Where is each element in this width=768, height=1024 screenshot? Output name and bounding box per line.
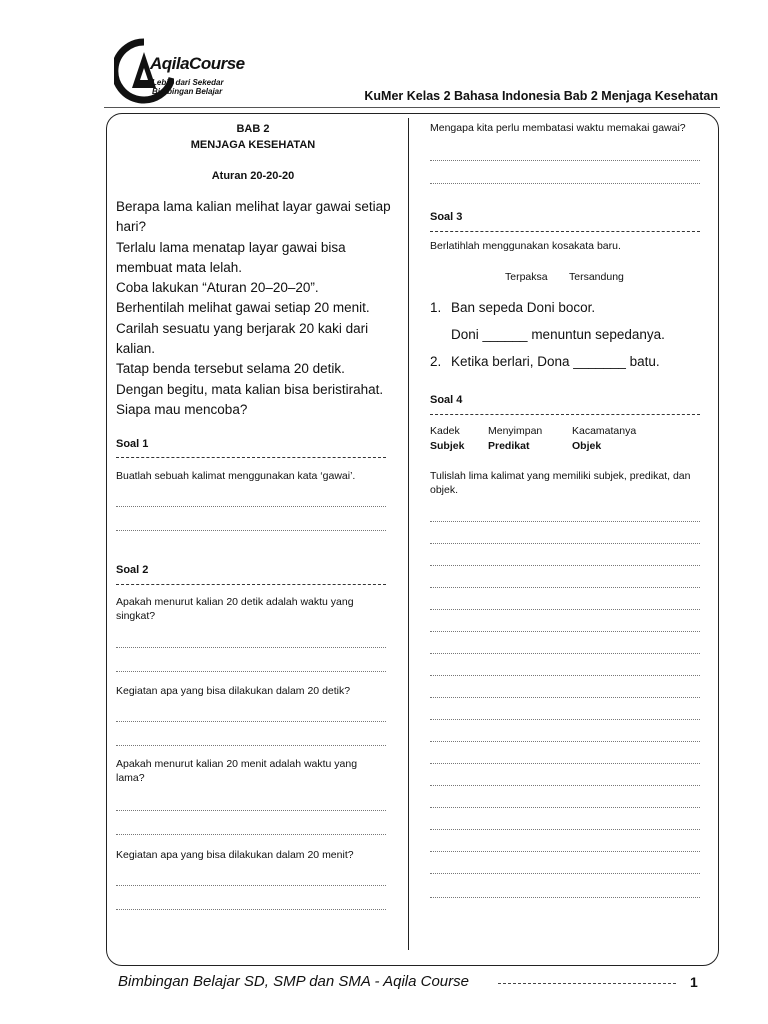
answer-line[interactable] — [430, 807, 700, 808]
answer-line[interactable] — [116, 810, 386, 811]
question-line: lama? — [116, 772, 145, 784]
answer-line[interactable] — [430, 609, 700, 610]
example-word-subject: Kadek — [430, 425, 460, 437]
column-divider — [408, 118, 409, 950]
answer-line[interactable] — [116, 885, 386, 886]
reading-line: Coba lakukan “Aturan 20–20–20”. — [116, 280, 319, 296]
answer-line[interactable] — [430, 897, 700, 898]
answer-line[interactable] — [430, 763, 700, 764]
logo-brand: AqilaCourse — [150, 54, 245, 73]
instruction-line: Tulislah lima kalimat yang memiliki subjek, predikat, dan — [430, 470, 691, 482]
answer-line[interactable] — [430, 183, 700, 184]
answer-line[interactable] — [430, 697, 700, 698]
reading-title: Aturan 20-20-20 — [211, 170, 295, 182]
reading-line: Berapa lama kalian melihat layar gawai setiap — [116, 199, 391, 214]
answer-line[interactable] — [116, 647, 386, 648]
section-separator — [116, 457, 386, 458]
answer-line[interactable] — [430, 719, 700, 720]
soal-3-label: Soal 3 — [430, 211, 463, 223]
document-header-title: KuMer Kelas 2 Bahasa Indonesia Bab 2 Menjaga Kesehatan — [364, 89, 718, 103]
logo-tagline-2: Bimbingan Belajar — [152, 87, 223, 96]
aqila-course-logo — [114, 38, 246, 104]
example-word-object: Kacamatanya — [572, 425, 637, 437]
answer-line[interactable] — [116, 834, 386, 835]
item-1-line-1: Ban sepeda Doni bocor. — [451, 300, 596, 315]
answer-line[interactable] — [116, 671, 386, 672]
soal-3-instruction: Berlatihlah menggunakan kosakata baru. — [430, 240, 621, 252]
answer-line[interactable] — [430, 521, 700, 522]
reading-line: hari? — [116, 219, 147, 235]
answer-line[interactable] — [116, 745, 386, 746]
role-object: Objek — [572, 440, 602, 452]
answer-line[interactable] — [430, 160, 700, 161]
top-question: Mengapa kita perlu membatasi waktu memakai gawai? — [430, 122, 686, 134]
answer-line[interactable] — [430, 653, 700, 654]
answer-line[interactable] — [430, 675, 700, 676]
reading-line: Siapa mau mencoba? — [116, 401, 248, 417]
section-separator — [430, 231, 700, 232]
soal-2-question-2: Kegiatan apa yang bisa dilakukan dalam 20 detik? — [116, 685, 351, 697]
soal-4-label: Soal 4 — [430, 394, 463, 406]
soal-2-question-4: Kegiatan apa yang bisa dilakukan dalam 20 menit? — [116, 849, 354, 861]
answer-line[interactable] — [430, 543, 700, 544]
example-word-predicate: Menyimpan — [488, 425, 543, 437]
footer-text: Bimbingan Belajar SD, SMP dan SMA - Aqila Course — [118, 973, 469, 990]
reading-line: membuat mata lelah. — [116, 259, 243, 275]
reading-line: Dengan begitu, mata kalian bisa beristirahat. — [116, 381, 384, 397]
vocab-word-2: Tersandung — [569, 271, 624, 283]
answer-line[interactable] — [430, 873, 700, 874]
answer-line[interactable] — [430, 631, 700, 632]
soal-2-question-3 — [116, 757, 357, 785]
role-predicate: Predikat — [488, 440, 530, 452]
reading-line: Tatap benda tersebut selama 20 detik. — [116, 361, 345, 377]
answer-line[interactable] — [430, 785, 700, 786]
item-1-number: 1. — [430, 300, 442, 315]
answer-line[interactable] — [430, 829, 700, 830]
question-line: Apakah menurut kalian 20 menit adalah waktu yang — [116, 758, 358, 770]
footer-divider — [498, 983, 676, 984]
soal-4-instruction — [430, 469, 690, 497]
reading-passage — [116, 197, 396, 420]
vocab-word-1: Terpaksa — [505, 271, 548, 283]
answer-line[interactable] — [116, 506, 386, 507]
soal-1-label: Soal 1 — [116, 438, 149, 450]
soal-2-label: Soal 2 — [116, 564, 149, 576]
soal-2-question-1 — [116, 595, 354, 623]
chapter-number: BAB 2 — [236, 123, 270, 135]
page-number: 1 — [690, 974, 698, 990]
answer-line[interactable] — [116, 909, 386, 910]
soal-1-question: Buatlah sebuah kalimat menggunakan kata ‘gawai’. — [116, 470, 356, 482]
reading-line: Terlalu lama menatap layar gawai bisa — [116, 239, 346, 255]
answer-line[interactable] — [430, 587, 700, 588]
answer-line[interactable] — [116, 721, 386, 722]
logo-tagline-1: Lebih dari Sekedar — [152, 78, 224, 87]
question-line: Apakah menurut kalian 20 detik adalah waktu yang — [116, 596, 354, 608]
reading-line: kalian. — [116, 341, 156, 357]
role-subject: Subjek — [430, 440, 465, 452]
question-line: singkat? — [116, 610, 156, 622]
chapter-title: MENJAGA KESEHATAN — [190, 139, 316, 151]
reading-line: Berhentilah melihat gawai setiap 20 menit. — [116, 300, 370, 316]
answer-line[interactable] — [430, 565, 700, 566]
answer-line[interactable] — [430, 741, 700, 742]
item-1-line-2: Doni ______ menuntun sepedanya. — [451, 327, 665, 342]
item-2-number: 2. — [430, 354, 442, 369]
section-separator — [116, 584, 386, 585]
answer-line[interactable] — [430, 851, 700, 852]
reading-line: Carilah sesuatu yang berjarak 20 kaki dari — [116, 320, 369, 336]
header-divider — [104, 107, 720, 108]
item-2-sentence: Ketika berlari, Dona _______ batu. — [451, 354, 660, 369]
answer-line[interactable] — [116, 530, 386, 531]
instruction-line: objek. — [430, 484, 459, 496]
section-separator — [430, 414, 700, 415]
